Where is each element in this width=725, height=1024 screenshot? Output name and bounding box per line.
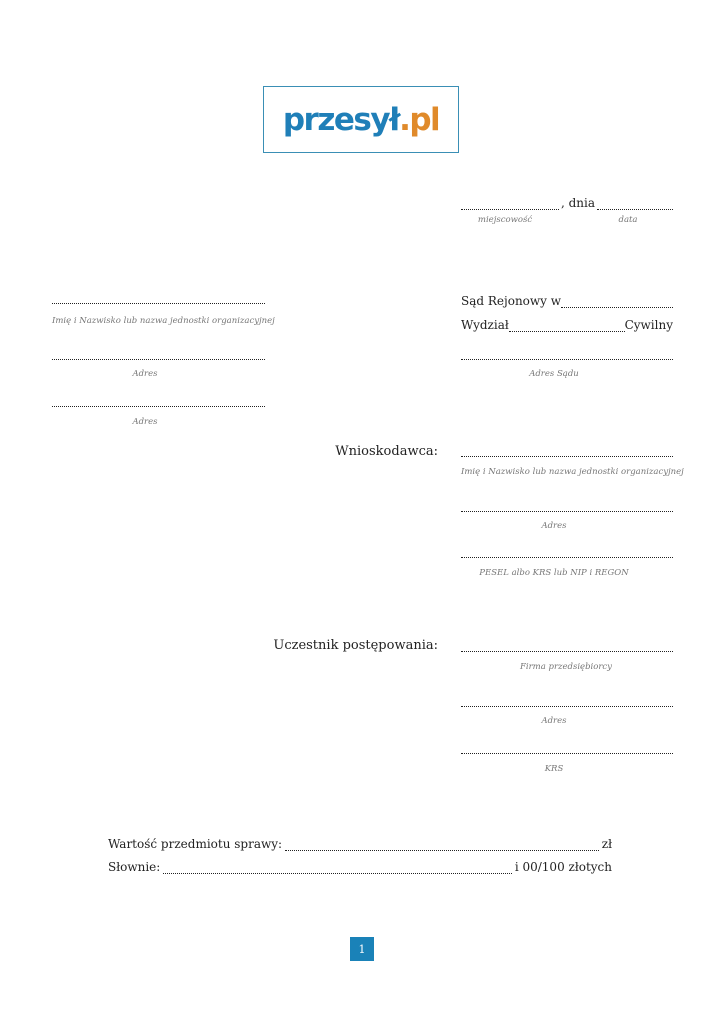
court-address-field[interactable] xyxy=(461,359,673,360)
court-line-1: Sąd Rejonowy w xyxy=(461,294,673,308)
court-city-dots[interactable] xyxy=(561,307,673,308)
left-name-caption: Imię i Nazwisko lub nazwa jednostki organizacyjnej xyxy=(52,316,275,326)
left-address-caption-1: Adres xyxy=(132,369,158,379)
left-name-field[interactable] xyxy=(52,303,265,304)
applicant-name-caption: Imię i Nazwisko lub nazwa jednostki organizacyjnej xyxy=(461,467,684,477)
applicant-id-field[interactable] xyxy=(461,557,673,558)
court-line-2: Wydział Cywilny xyxy=(461,318,673,332)
case-value-line: Wartość przedmiotu sprawy: zł xyxy=(108,837,612,851)
participant-firm-field[interactable] xyxy=(461,651,673,652)
logo xyxy=(263,86,459,153)
participant-label: Uczestnik postępowania: xyxy=(273,638,438,653)
case-value-dots[interactable] xyxy=(285,850,599,851)
case-value-words-dots[interactable] xyxy=(163,873,512,874)
place-dots xyxy=(461,209,559,210)
left-address-field-2[interactable] xyxy=(52,406,265,407)
participant-address-field[interactable] xyxy=(461,706,673,707)
court-division-dots[interactable] xyxy=(509,331,625,332)
participant-firm-caption: Firma przedsiębiorcy xyxy=(520,662,612,672)
court-address-caption: Adres Sądu xyxy=(529,369,579,379)
logo-text: przesył.pl xyxy=(282,101,440,138)
place-date-line: , dnia xyxy=(461,196,673,210)
date-dots xyxy=(597,209,673,210)
place-caption: miejscowość xyxy=(477,215,533,225)
applicant-address-caption: Adres xyxy=(541,521,567,531)
page-number: 1 xyxy=(350,937,374,961)
applicant-name-field[interactable] xyxy=(461,456,673,457)
date-caption: data xyxy=(618,215,638,225)
left-address-field-1[interactable] xyxy=(52,359,265,360)
participant-address-caption: Adres xyxy=(541,716,567,726)
applicant-address-field[interactable] xyxy=(461,511,673,512)
participant-krs-caption: KRS xyxy=(544,764,564,774)
applicant-id-caption: PESEL albo KRS lub NIP i REGON xyxy=(479,568,629,578)
left-address-caption-2: Adres xyxy=(132,417,158,427)
participant-krs-field[interactable] xyxy=(461,753,673,754)
applicant-label: Wnioskodawca: xyxy=(335,444,438,459)
case-value-words-line: Słownie: i 00/100 złotych xyxy=(108,860,612,874)
